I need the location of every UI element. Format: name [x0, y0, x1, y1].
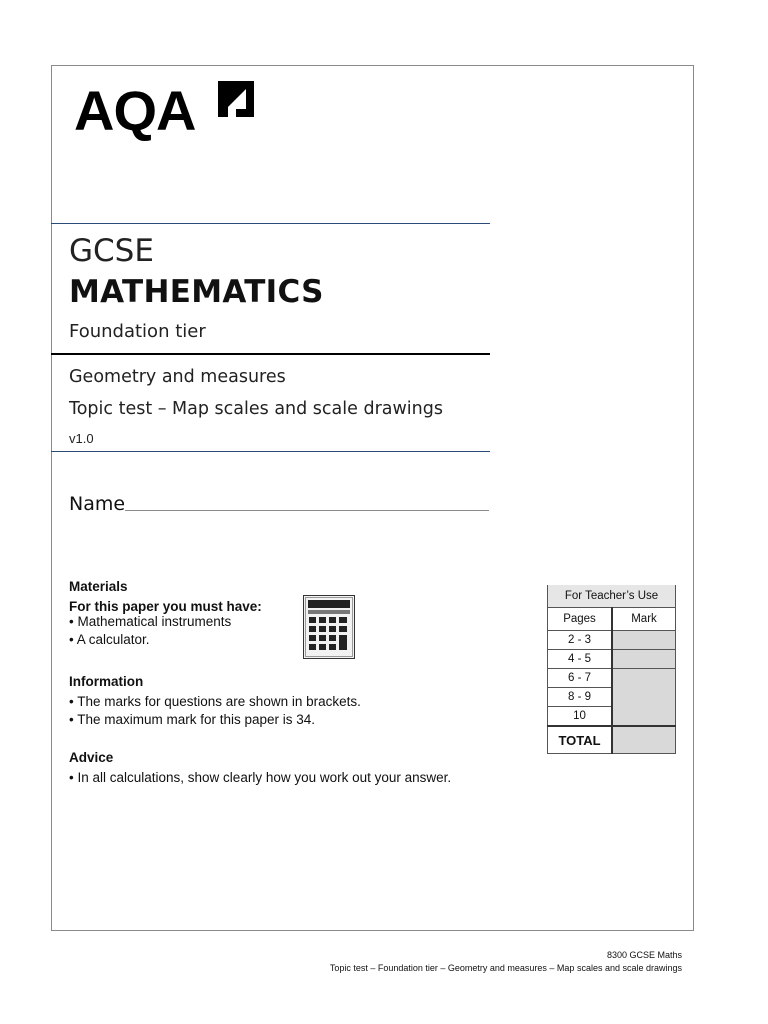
mark-cell[interactable] [612, 669, 676, 727]
advice-heading: Advice [69, 750, 114, 765]
version-label: v1.0 [69, 431, 94, 446]
information-heading: Information [69, 674, 144, 689]
calculator-icon [303, 595, 355, 659]
materials-heading: Materials [69, 579, 128, 594]
total-mark-cell[interactable] [612, 726, 676, 754]
materials-intro: For this paper you must have: [69, 599, 262, 614]
information-item: • The maximum mark for this paper is 34. [69, 712, 316, 727]
mark-cell[interactable] [612, 631, 676, 650]
pages-cell: 2 - 3 [548, 631, 613, 650]
page-frame [51, 65, 694, 931]
qualification-title: GCSE [69, 233, 154, 269]
subject-title: MATHEMATICS [69, 274, 324, 310]
footer-description: Topic test – Foundation tier – Geometry and measures – Map scales and scale drawings [329, 963, 682, 973]
divider-bottom [51, 451, 490, 452]
footer-code: 8300 GCSE Maths [606, 950, 682, 960]
teacher-table-heading: For Teacher’s Use [548, 585, 676, 608]
mark-column-header: Mark [612, 608, 676, 631]
logo-text: AQA [74, 79, 196, 142]
advice-item: • In all calculations, show clearly how you work out your answer. [69, 770, 452, 785]
pages-cell: 10 [548, 707, 613, 727]
divider-top [51, 223, 490, 224]
topic-label: Geometry and measures [69, 367, 286, 387]
name-label: Name [69, 493, 126, 515]
pages-cell: 4 - 5 [548, 650, 613, 669]
mark-cell[interactable] [612, 650, 676, 669]
aqa-logo-mark-icon [216, 79, 256, 119]
tier-label: Foundation tier [69, 321, 206, 342]
pages-cell: 8 - 9 [548, 688, 613, 707]
total-label: TOTAL [548, 726, 613, 754]
test-title: Topic test – Map scales and scale drawings [69, 399, 443, 419]
materials-item: • Mathematical instruments [69, 614, 232, 629]
teacher-use-table [547, 585, 676, 754]
pages-cell: 6 - 7 [548, 669, 613, 688]
pages-column-header: Pages [548, 608, 613, 631]
aqa-logo [74, 79, 256, 141]
name-field[interactable] [125, 510, 489, 511]
information-item: • The marks for questions are shown in brackets. [69, 694, 361, 709]
materials-item: • A calculator. [69, 632, 150, 647]
divider-mid [51, 353, 490, 355]
